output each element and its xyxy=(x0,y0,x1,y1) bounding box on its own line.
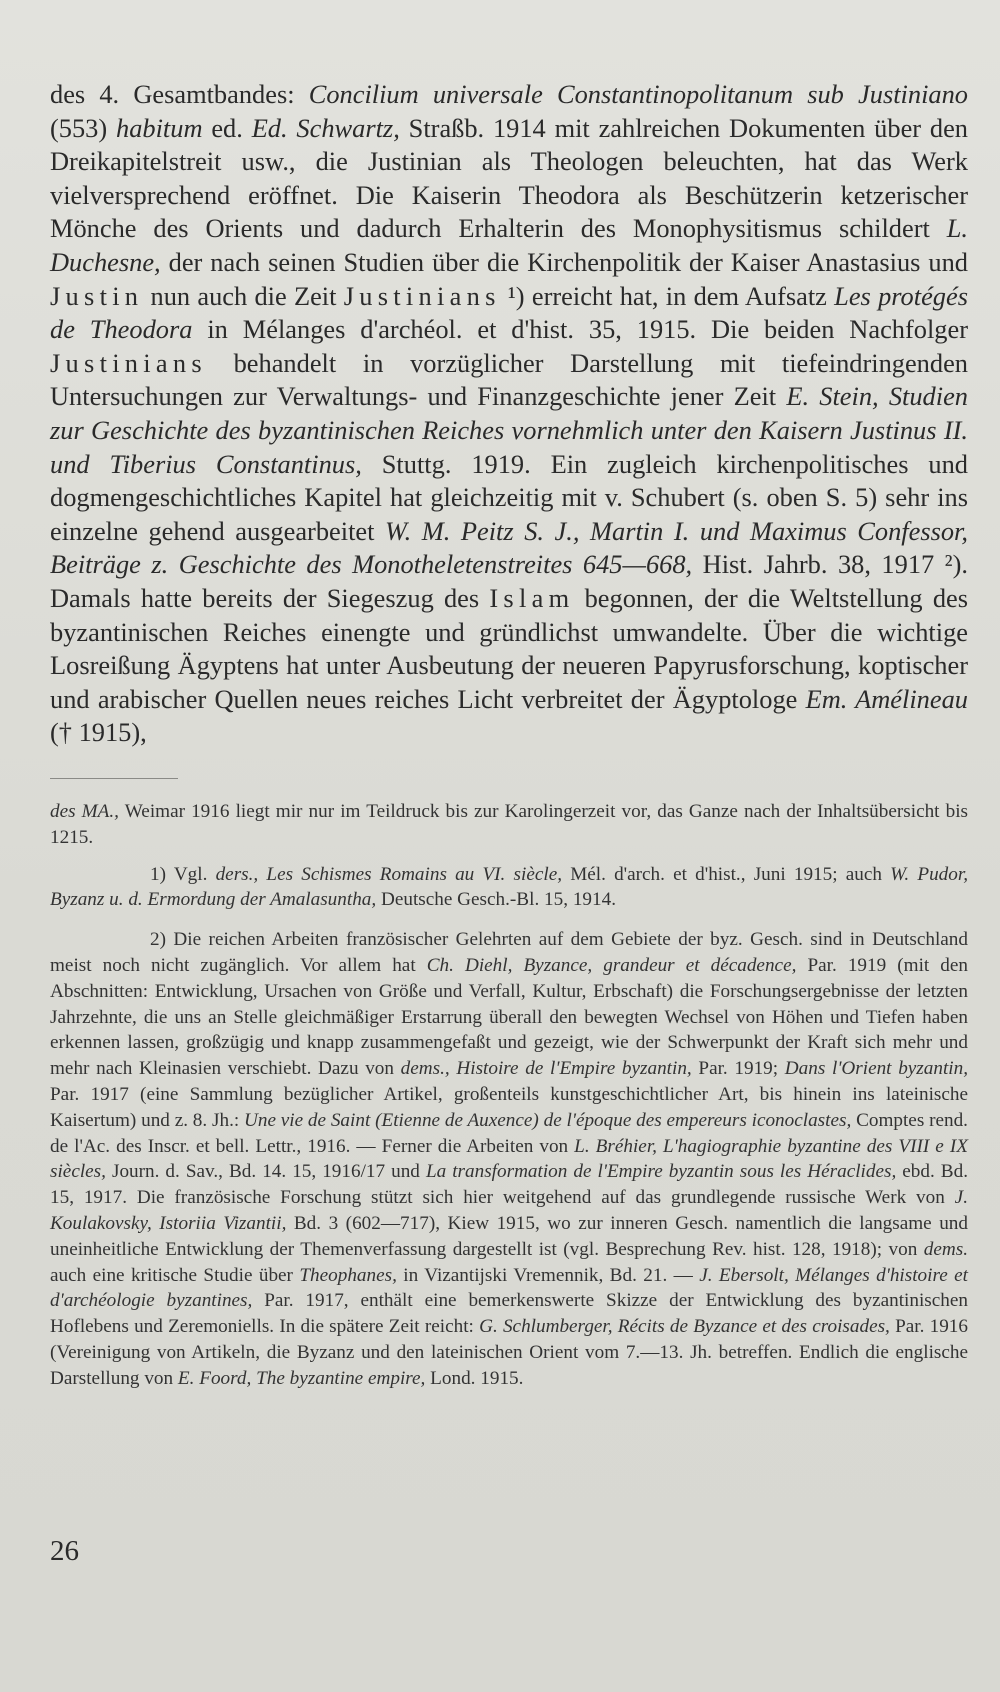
author-name: L. Duchesne, xyxy=(50,213,968,277)
work-title: Concilium universale Constantinopolitanum sub Justiniano xyxy=(308,79,969,109)
work-title: Les protégés de Theodora xyxy=(50,280,968,345)
page-number: 26 xyxy=(50,1535,79,1567)
main-text xyxy=(50,78,968,750)
author-name: Em. Amélineau xyxy=(805,683,968,714)
work-title: W. M. Peitz S. J., Martin I. und Maximus Confessor, Beiträge z. Geschichte des Monotheletenstreites 645—668, xyxy=(50,515,968,580)
spaced-name: Justinians xyxy=(50,347,207,378)
author-name: Ed. Schwartz, xyxy=(251,112,400,143)
footnote-2: 2) Die reichen Arbeiten französischer Gelehrten auf dem Gebiete der byz. Gesch. sind in Deutschland meist noch nicht zugänglich. Vor allem hat Ch. Diehl, Byzance, grandeur et décadence, Par. 1919 (mit den Abschnitten: Entwicklung, Ursachen von Größe und Verfall, Kultur, Erbschaft) die Forschungsergebnisse der letzten Jahrzehnte, die uns an Stelle gleichmäßiger Erstarrung überall den bewegten Wechsel von Höhen und Tiefen haben erkennen lassen, großzügig und knapp zusammengefaßt und gezeigt, wie der Schwerpunkt der Kraft sich mehr und mehr nach Kleinasien verschiebt. Dazu von dems., Histoire de l'Empire byzantin, Par. 1919; Dans l'Orient byzantin, Par. 1917 (eine Sammlung bezüglicher Artikel, großenteils kunstgeschichtlicher Art, bis hinein ins lateinische Kaisertum) und z. 8. Jh.: Une vie de Saint (Etienne de Auxence) de l'époque des empereurs iconoclastes, Comptes rend. de l'Ac. des Inscr. et bell. Lettr., 1916. — Ferner die Arbeiten von L. Bréhier, L'hagiographie byzantine des VIII e IX siècles, Journ. d. Sav., Bd. 14. 15, 1916/17 und La transformation de l'Empire byzantin sous les Héraclides, ebd. Bd. 15, 1917. Die französische Forschung stützt sich hier weitgehend auf das grundlegende russische Werk von J. Koulakovsky, Istoriia Vizantii, Bd. 3 (602—717), Kiew 1915, wo zur inneren Gesch. namentlich die langsame und uneinheitliche Entwicklung der Themenverfassung dargestellt ist (vgl. Besprechung Rev. hist. 128, 1918); von dems. auch eine kritische Studie über Theophanes, in Vizantijski Vremennik, Bd. 21. — J. Ebersolt, Mélanges d'histoire et d'archéologie byzantines, Par. 1917, enthält eine bemerkenswerte Skizze der Entwicklung des byzantinischen Hoflebens und Zeremoniells. In die spätere Zeit reicht: G. Schlumberger, Récits de Byzance et des croisades, Par. 1916 (Vereinigung von Artikeln, die Byzanz und den lateinischen Orient vom 7.—13. Jh. betreffen. Endlich die englische Darstellung von E. Foord, The byzantine empire, Lond. 1915. xyxy=(50,929,969,1389)
work-title: E. Stein, Studien zur Geschichte des byzantinischen Reiches vornehmlich unter den Kaisern Justinus II. und Tiberius Constantinus, xyxy=(50,381,968,479)
main-paragraph: des 4. Gesamtbandes: Concilium universale Constantinopolitanum sub Justiniano (553) habitum ed. Ed. Schwartz, Straßb. 1914 mit zahlreichen Dokumenten über den Dreikapitelstreit usw., die Justinian als Theologen beleuchten, hat das Werk vielversprechend eröffnet. Die Kaiserin Theodora als Beschützerin ketzerischer Mönche des Orients und dadurch Erhalterin des Monophysitismus schildert L. Duchesne, der nach seinen Studien über die Kirchenpolitik der Kaiser Anastasius und Justin nun auch die Zeit Justinians ¹) erreicht hat, in dem Aufsatz Les protégés de Theodora in Mélanges d'archéol. et d'hist. 35, 1915. Die beiden Nachfolger Justinians behandelt in vorzüglicher Darstellung mit tiefeindringenden Untersuchungen zur Verwaltungs- und Finanzgeschichte jener Zeit E. Stein, Studien zur Geschichte des byzantinischen Reiches vornehmlich unter den Kaisern Justinus II. und Tiberius Constantinus, Stuttg. 1919. Ein zugleich kirchenpolitisches und dogmengeschichtliches Kapitel hat gleichzeitig mit v. Schubert (s. oben S. 5) sehr ins einzelne gehend ausgearbeitet W. M. Peitz S. J., Martin I. und Maximus Confessor, Beiträge z. Geschichte des Monotheletenstreites 645—668, Hist. Jahrb. 38, 1917 ²). Damals hatte bereits der Siegeszug des Islam begonnen, der die Weltstellung des byzantinischen Reiches einengte und gründlichst umwandelte. Über die wichtige Losreißung Ägyptens hat unter Ausbeutung der neueren Papyrusforschung, koptischer und arabischer Quellen neues reiches Licht verbreitet der Ägyptologe Em. Amélineau († 1915), xyxy=(50,79,969,748)
emphasis: habitum xyxy=(116,112,203,143)
spaced-name: Justin xyxy=(50,280,144,311)
footnotes xyxy=(50,799,968,1392)
footnote-1: 1) Vgl. ders., Les Schismes Romains au VI. siècle, Mél. d'arch. et d'hist., Juni 1915; auch W. Pudor, Byzanz u. d. Ermordung der Amalasuntha, Deutsche Gesch.-Bl. 15, 1914. xyxy=(50,863,968,911)
footnote-continuation: des MA., Weimar 1916 liegt mir nur im Teildruck bis zur Karolingerzeit vor, das Ganze nach der Inhaltsübersicht bis 1215. xyxy=(50,801,968,848)
footnote-separator xyxy=(50,778,178,779)
spaced-name: Islam xyxy=(489,582,575,613)
spaced-name: Justinians xyxy=(343,280,501,311)
